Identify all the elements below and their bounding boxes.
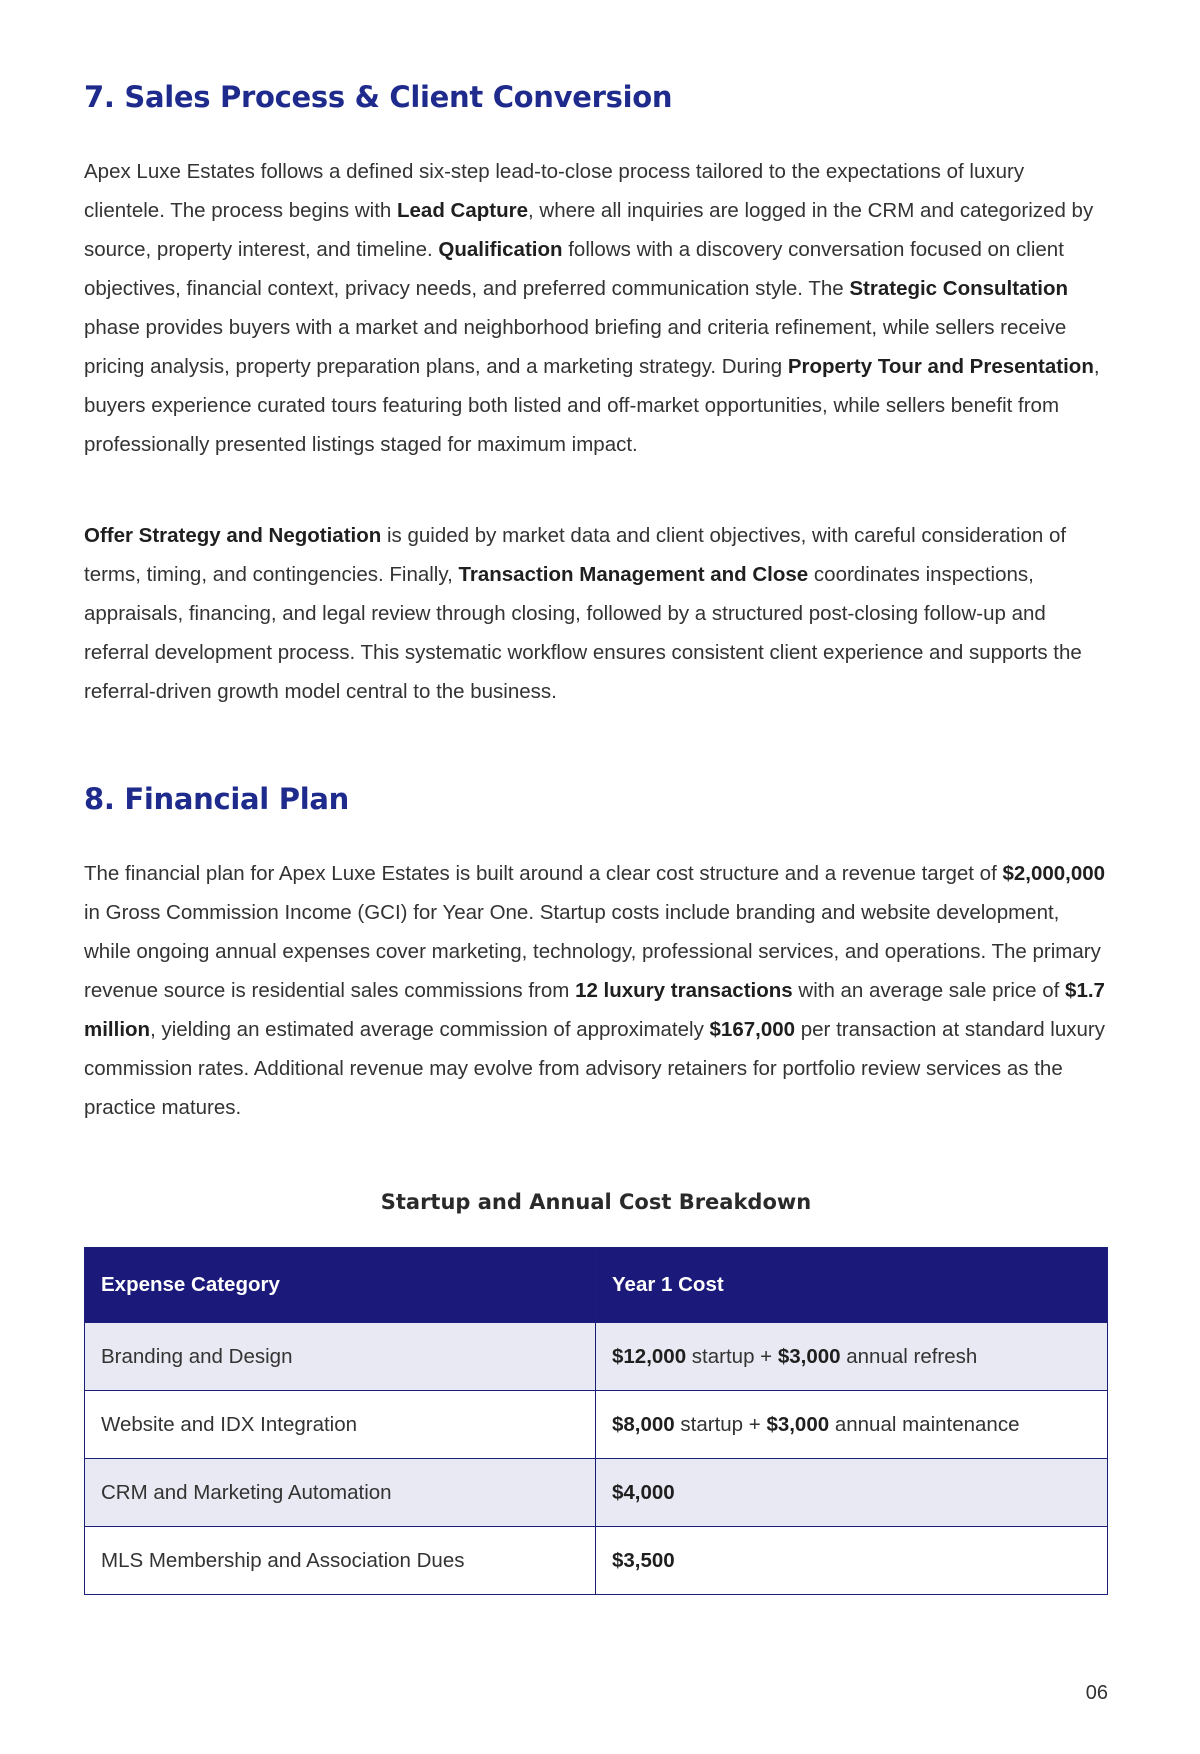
bold-text: Qualification bbox=[438, 238, 563, 261]
cost-breakdown-table bbox=[84, 1247, 1108, 1595]
bold-text: 12 luxury transactions bbox=[575, 979, 793, 1002]
cell-cost: $12,000 startup + $3,000 annual refresh bbox=[596, 1323, 1108, 1391]
section-heading-sales-process: 7. Sales Process & Client Conversion bbox=[84, 80, 673, 114]
bold-text: $3,000 bbox=[766, 1412, 830, 1436]
table-title: Startup and Annual Cost Breakdown bbox=[380, 1190, 812, 1214]
section-heading-financial-plan: 8. Financial Plan bbox=[84, 782, 349, 816]
sales-process-paragraph-2: Offer Strategy and Negotiation is guided by market data and client objectives, with careful consideration of terms, timing, and contingencies. Finally, Transaction Management and Close coordinates inspections, appraisals, financing, and legal review through closing, followed by a structured post-closing follow-up and referral development process. This systematic workflow ensures consistent client experience and supports the referral-driven growth model central to the business. bbox=[84, 524, 1082, 703]
table-row bbox=[85, 1527, 1108, 1595]
bold-text: $12,000 bbox=[612, 1344, 687, 1368]
cell-cost: $8,000 startup + $3,000 annual maintenance bbox=[596, 1391, 1108, 1459]
cell-cost bbox=[596, 1459, 1108, 1527]
cell-category: MLS Membership and Association Dues bbox=[85, 1527, 596, 1595]
bold-text: Property Tour and Presentation bbox=[787, 355, 1094, 378]
cell-category: Website and IDX Integration bbox=[85, 1391, 596, 1459]
header-expense-category: Expense Category bbox=[85, 1248, 596, 1323]
sales-process-paragraph-1: Apex Luxe Estates follows a defined six-step lead-to-close process tailored to the expectations of luxury clientele. The process begins with Lead Capture, where all inquiries are logged in the CRM and categorized by source, property interest, and timeline. Qualification follows with a discovery conversation focused on client objectives, financial context, privacy needs, and preferred communication style. The Strategic Consultation phase provides buyers with a market and neighborhood briefing and criteria refinement, while sellers receive pricing analysis, property preparation plans, and a marketing strategy. During Property Tour and Presentation, buyers experience curated tours featuring both listed and off-market opportunities, while sellers benefit from professionally presented listings staged for maximum impact. bbox=[84, 160, 1100, 456]
bold-text: $8,000 bbox=[612, 1412, 675, 1436]
bold-text: $167,000 bbox=[709, 1018, 796, 1041]
table-row bbox=[85, 1323, 1108, 1391]
financial-plan-paragraph: The financial plan for Apex Luxe Estates is built around a clear cost structure and a revenue target of $2,000,000 in Gross Commission Income (GCI) for Year One. Startup costs include branding and website development, while ongoing annual expenses cover marketing, technology, professional services, and operations. The primary revenue source is residential sales commissions from 12 luxury transactions with an average sale price of $1.7 million, yielding an estimated average commission of approximately $167,000 per transaction at standard luxury commission rates. Additional revenue may evolve from advisory retainers for portfolio review services as the practice matures. bbox=[84, 862, 1106, 1119]
cell-category: Branding and Design bbox=[85, 1323, 596, 1391]
page-number: 06 bbox=[1085, 1682, 1108, 1704]
bold-text: $3,500 bbox=[612, 1548, 675, 1572]
bold-text: $4,000 bbox=[612, 1480, 675, 1504]
bold-text: Transaction Management and Close bbox=[458, 563, 809, 586]
cell-cost bbox=[596, 1527, 1108, 1595]
bold-text: $2,000,000 bbox=[1002, 862, 1106, 885]
bold-text: Offer Strategy and Negotiation bbox=[84, 524, 382, 547]
cell-category: CRM and Marketing Automation bbox=[85, 1459, 596, 1527]
bold-text: $1.7 million bbox=[84, 979, 1105, 1041]
bold-text: Strategic Consultation bbox=[849, 277, 1069, 300]
table-header-row bbox=[85, 1248, 1108, 1323]
bold-text: Lead Capture bbox=[397, 199, 528, 222]
table-row bbox=[85, 1459, 1108, 1527]
header-year-1-cost: Year 1 Cost bbox=[596, 1248, 1108, 1323]
bold-text: $3,000 bbox=[777, 1344, 841, 1368]
table-row bbox=[85, 1391, 1108, 1459]
